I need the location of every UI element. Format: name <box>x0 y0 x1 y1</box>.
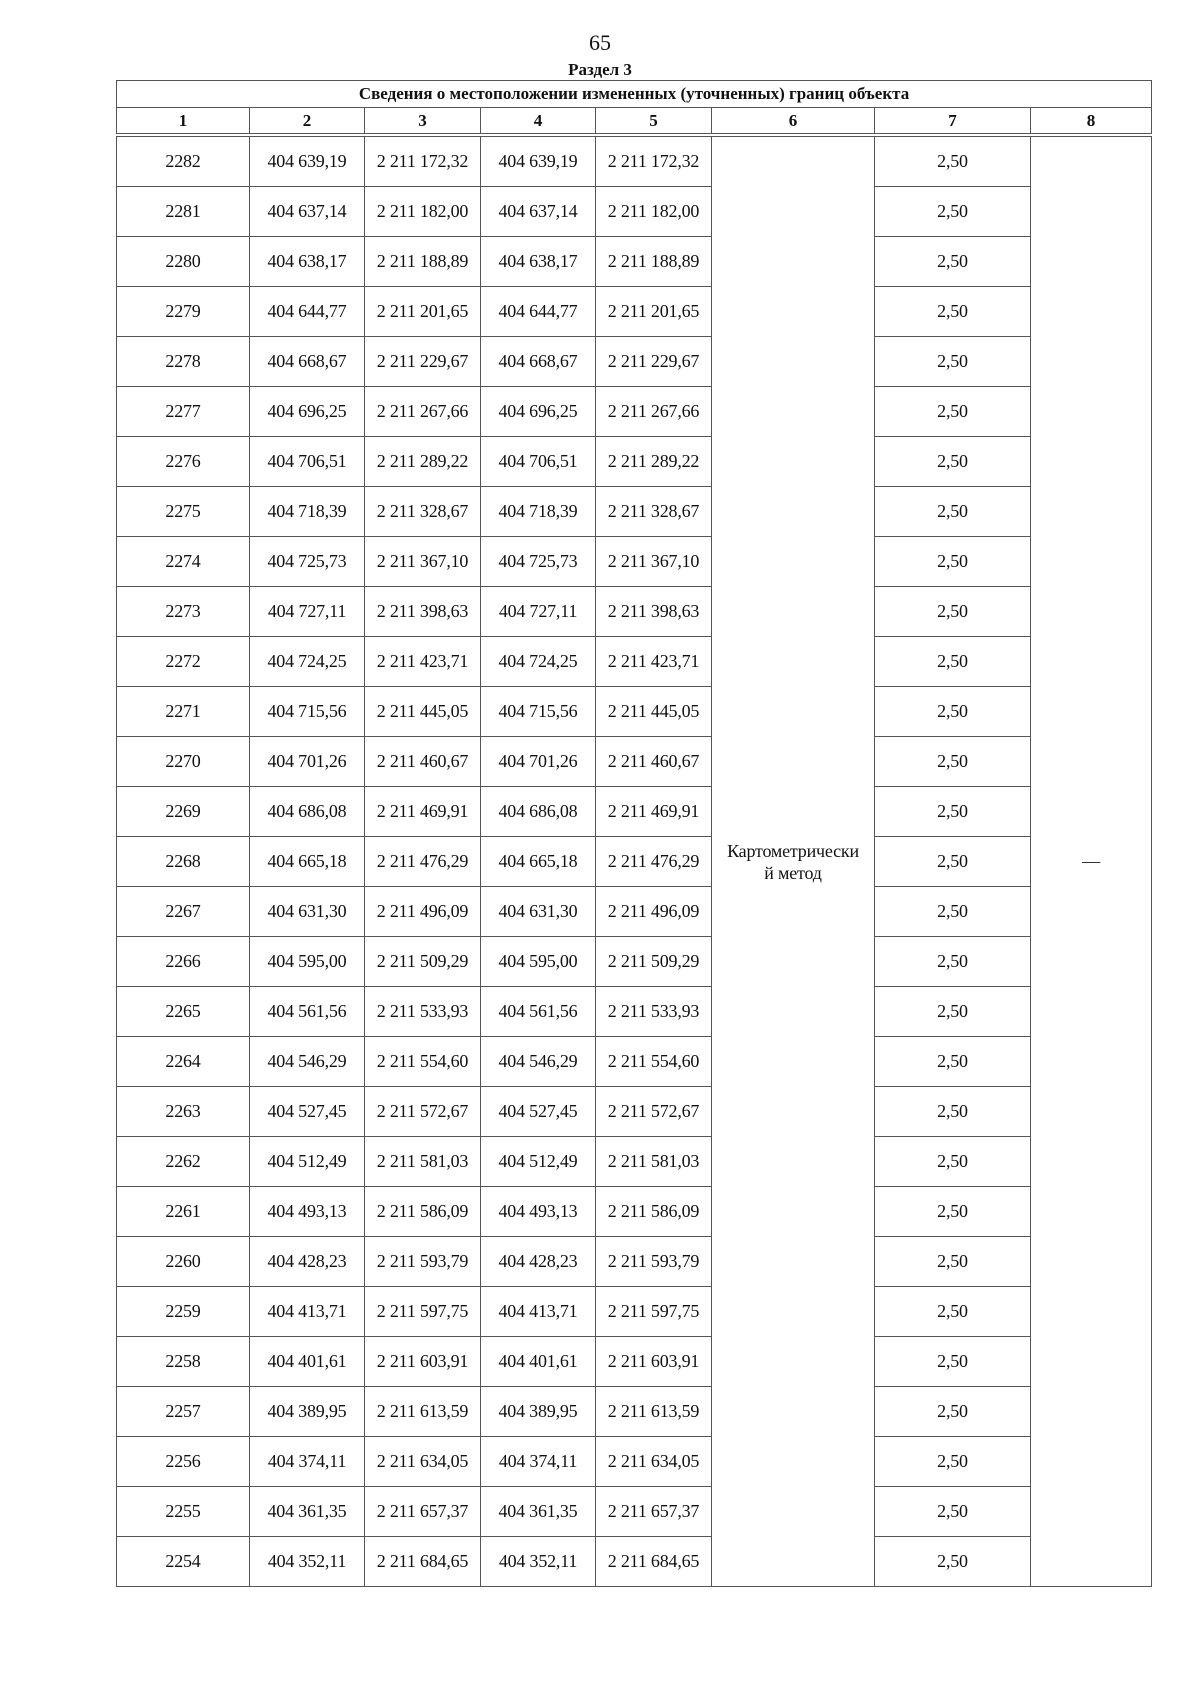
x-old-cell: 404 428,23 <box>250 1237 365 1287</box>
y-old-cell: 2 211 533,93 <box>365 987 481 1037</box>
point-number-cell: 2265 <box>117 987 250 1037</box>
y-new-cell: 2 211 613,59 <box>596 1387 712 1437</box>
y-old-cell: 2 211 603,91 <box>365 1337 481 1387</box>
y-old-cell: 2 211 172,32 <box>365 137 481 187</box>
x-new-cell: 404 665,18 <box>481 837 596 887</box>
y-new-cell: 2 211 554,60 <box>596 1037 712 1087</box>
x-new-cell: 404 374,11 <box>481 1437 596 1487</box>
x-new-cell: 404 718,39 <box>481 487 596 537</box>
y-old-cell: 2 211 509,29 <box>365 937 481 987</box>
column-number-1: 1 <box>117 108 250 134</box>
y-new-cell: 2 211 597,75 <box>596 1287 712 1337</box>
x-old-cell: 404 718,39 <box>250 487 365 537</box>
y-new-cell: 2 211 476,29 <box>596 837 712 887</box>
point-number-cell: 2263 <box>117 1087 250 1137</box>
x-new-cell: 404 724,25 <box>481 637 596 687</box>
table-row <box>117 487 1152 537</box>
y-new-cell: 2 211 328,67 <box>596 487 712 537</box>
point-number-cell: 2266 <box>117 937 250 987</box>
y-old-cell: 2 211 593,79 <box>365 1237 481 1287</box>
y-new-cell: 2 211 634,05 <box>596 1437 712 1487</box>
x-new-cell: 404 413,71 <box>481 1287 596 1337</box>
table-row <box>117 1137 1152 1187</box>
accuracy-cell: 2,50 <box>875 487 1031 537</box>
accuracy-cell: 2,50 <box>875 1087 1031 1137</box>
y-new-cell: 2 211 289,22 <box>596 437 712 487</box>
x-old-cell: 404 696,25 <box>250 387 365 437</box>
x-new-cell: 404 389,95 <box>481 1387 596 1437</box>
x-new-cell: 404 686,08 <box>481 787 596 837</box>
method-line-2: й метод <box>764 862 822 883</box>
y-new-cell: 2 211 201,65 <box>596 287 712 337</box>
y-old-cell: 2 211 496,09 <box>365 887 481 937</box>
section-title: Раздел 3 <box>568 60 632 79</box>
y-old-cell: 2 211 201,65 <box>365 287 481 337</box>
y-new-cell: 2 211 684,65 <box>596 1537 712 1587</box>
y-old-cell: 2 211 613,59 <box>365 1387 481 1437</box>
y-old-cell: 2 211 634,05 <box>365 1437 481 1487</box>
x-new-cell: 404 727,11 <box>481 587 596 637</box>
x-old-cell: 404 637,14 <box>250 187 365 237</box>
x-new-cell: 404 725,73 <box>481 537 596 587</box>
x-new-cell: 404 701,26 <box>481 737 596 787</box>
y-new-cell: 2 211 603,91 <box>596 1337 712 1387</box>
y-old-cell: 2 211 476,29 <box>365 837 481 887</box>
accuracy-cell: 2,50 <box>875 387 1031 437</box>
y-new-cell: 2 211 229,67 <box>596 337 712 387</box>
x-new-cell: 404 638,17 <box>481 237 596 287</box>
y-old-cell: 2 211 581,03 <box>365 1137 481 1187</box>
x-new-cell: 404 561,56 <box>481 987 596 1037</box>
accuracy-cell: 2,50 <box>875 1337 1031 1387</box>
point-number-cell: 2282 <box>117 137 250 187</box>
accuracy-cell: 2,50 <box>875 537 1031 587</box>
column-number-8: 8 <box>1031 108 1152 134</box>
column-number-6: 6 <box>712 108 875 134</box>
y-new-cell: 2 211 423,71 <box>596 637 712 687</box>
y-old-cell: 2 211 267,66 <box>365 387 481 437</box>
x-old-cell: 404 701,26 <box>250 737 365 787</box>
accuracy-cell: 2,50 <box>875 1037 1031 1087</box>
table-row <box>117 1437 1152 1487</box>
x-old-cell: 404 638,17 <box>250 237 365 287</box>
accuracy-cell: 2,50 <box>875 187 1031 237</box>
x-old-cell: 404 389,95 <box>250 1387 365 1437</box>
method-cell <box>712 137 875 1587</box>
table-body <box>117 81 1152 1587</box>
accuracy-cell: 2,50 <box>875 1287 1031 1337</box>
table-row <box>117 837 1152 887</box>
x-old-cell: 404 352,11 <box>250 1537 365 1587</box>
x-new-cell: 404 637,14 <box>481 187 596 237</box>
table-row <box>117 437 1152 487</box>
table-row <box>117 237 1152 287</box>
accuracy-cell: 2,50 <box>875 887 1031 937</box>
x-new-cell: 404 546,29 <box>481 1037 596 1087</box>
y-old-cell: 2 211 445,05 <box>365 687 481 737</box>
x-new-cell: 404 706,51 <box>481 437 596 487</box>
x-new-cell: 404 595,00 <box>481 937 596 987</box>
point-number-cell: 2258 <box>117 1337 250 1387</box>
point-number-cell: 2276 <box>117 437 250 487</box>
accuracy-cell: 2,50 <box>875 1387 1031 1437</box>
table-row <box>117 1487 1152 1537</box>
table-caption: Сведения о местоположении измененных (уточненных) границ объекта <box>117 81 1152 108</box>
y-new-cell: 2 211 469,91 <box>596 787 712 837</box>
accuracy-cell: 2,50 <box>875 1437 1031 1487</box>
table-row <box>117 1037 1152 1087</box>
accuracy-cell: 2,50 <box>875 1537 1031 1587</box>
point-number-cell: 2271 <box>117 687 250 737</box>
accuracy-cell: 2,50 <box>875 1237 1031 1287</box>
y-new-cell: 2 211 367,10 <box>596 537 712 587</box>
accuracy-cell: 2,50 <box>875 587 1031 637</box>
table-row <box>117 987 1152 1037</box>
y-new-cell: 2 211 188,89 <box>596 237 712 287</box>
y-old-cell: 2 211 597,75 <box>365 1287 481 1337</box>
point-number-cell: 2257 <box>117 1387 250 1437</box>
point-number-cell: 2278 <box>117 337 250 387</box>
table-row <box>117 587 1152 637</box>
table-caption-row <box>117 81 1152 108</box>
y-old-cell: 2 211 586,09 <box>365 1187 481 1237</box>
x-new-cell: 404 668,67 <box>481 337 596 387</box>
y-new-cell: 2 211 182,00 <box>596 187 712 237</box>
table-row <box>117 1537 1152 1587</box>
table-row <box>117 937 1152 987</box>
x-old-cell: 404 493,13 <box>250 1187 365 1237</box>
accuracy-cell: 2,50 <box>875 337 1031 387</box>
x-new-cell: 404 644,77 <box>481 287 596 337</box>
x-old-cell: 404 724,25 <box>250 637 365 687</box>
y-old-cell: 2 211 469,91 <box>365 787 481 837</box>
y-old-cell: 2 211 684,65 <box>365 1537 481 1587</box>
accuracy-cell: 2,50 <box>875 137 1031 187</box>
point-number-cell: 2280 <box>117 237 250 287</box>
column-number-3: 3 <box>365 108 481 134</box>
x-old-cell: 404 546,29 <box>250 1037 365 1087</box>
x-new-cell: 404 631,30 <box>481 887 596 937</box>
y-old-cell: 2 211 423,71 <box>365 637 481 687</box>
y-new-cell: 2 211 581,03 <box>596 1137 712 1187</box>
x-new-cell: 404 401,61 <box>481 1337 596 1387</box>
y-old-cell: 2 211 572,67 <box>365 1087 481 1137</box>
col8-cell: — <box>1031 137 1152 1587</box>
y-old-cell: 2 211 328,67 <box>365 487 481 537</box>
point-number-cell: 2260 <box>117 1237 250 1287</box>
y-new-cell: 2 211 657,37 <box>596 1487 712 1537</box>
point-number-cell: 2273 <box>117 587 250 637</box>
y-old-cell: 2 211 229,67 <box>365 337 481 387</box>
x-old-cell: 404 706,51 <box>250 437 365 487</box>
coordinates-table <box>116 80 1152 1587</box>
y-new-cell: 2 211 586,09 <box>596 1187 712 1237</box>
accuracy-cell: 2,50 <box>875 837 1031 887</box>
x-old-cell: 404 401,61 <box>250 1337 365 1387</box>
point-number-cell: 2264 <box>117 1037 250 1087</box>
table-row <box>117 337 1152 387</box>
x-old-cell: 404 631,30 <box>250 887 365 937</box>
point-number-cell: 2256 <box>117 1437 250 1487</box>
table-row <box>117 187 1152 237</box>
x-old-cell: 404 512,49 <box>250 1137 365 1187</box>
table-row <box>117 887 1152 937</box>
table-row <box>117 137 1152 187</box>
accuracy-cell: 2,50 <box>875 1487 1031 1537</box>
point-number-cell: 2281 <box>117 187 250 237</box>
accuracy-cell: 2,50 <box>875 287 1031 337</box>
y-new-cell: 2 211 509,29 <box>596 937 712 987</box>
accuracy-cell: 2,50 <box>875 987 1031 1037</box>
accuracy-cell: 2,50 <box>875 437 1031 487</box>
x-new-cell: 404 527,45 <box>481 1087 596 1137</box>
x-old-cell: 404 727,11 <box>250 587 365 637</box>
point-number-cell: 2275 <box>117 487 250 537</box>
accuracy-cell: 2,50 <box>875 237 1031 287</box>
column-number-4: 4 <box>481 108 596 134</box>
point-number-cell: 2270 <box>117 737 250 787</box>
x-old-cell: 404 413,71 <box>250 1287 365 1337</box>
accuracy-cell: 2,50 <box>875 1187 1031 1237</box>
x-new-cell: 404 493,13 <box>481 1187 596 1237</box>
x-old-cell: 404 639,19 <box>250 137 365 187</box>
point-number-cell: 2259 <box>117 1287 250 1337</box>
point-number-cell: 2261 <box>117 1187 250 1237</box>
accuracy-cell: 2,50 <box>875 787 1031 837</box>
x-old-cell: 404 527,45 <box>250 1087 365 1137</box>
y-new-cell: 2 211 496,09 <box>596 887 712 937</box>
x-old-cell: 404 561,56 <box>250 987 365 1037</box>
point-number-cell: 2279 <box>117 287 250 337</box>
y-old-cell: 2 211 188,89 <box>365 237 481 287</box>
table-row <box>117 1187 1152 1237</box>
accuracy-cell: 2,50 <box>875 1137 1031 1187</box>
x-old-cell: 404 361,35 <box>250 1487 365 1537</box>
page-number: 65 <box>589 30 611 55</box>
y-old-cell: 2 211 398,63 <box>365 587 481 637</box>
table-row <box>117 387 1152 437</box>
table-row <box>117 1387 1152 1437</box>
point-number-cell: 2277 <box>117 387 250 437</box>
point-number-cell: 2262 <box>117 1137 250 1187</box>
x-old-cell: 404 665,18 <box>250 837 365 887</box>
point-number-cell: 2254 <box>117 1537 250 1587</box>
point-number-cell: 2268 <box>117 837 250 887</box>
y-old-cell: 2 211 367,10 <box>365 537 481 587</box>
y-old-cell: 2 211 182,00 <box>365 187 481 237</box>
x-old-cell: 404 715,56 <box>250 687 365 737</box>
x-old-cell: 404 374,11 <box>250 1437 365 1487</box>
y-new-cell: 2 211 593,79 <box>596 1237 712 1287</box>
point-number-cell: 2272 <box>117 637 250 687</box>
x-old-cell: 404 595,00 <box>250 937 365 987</box>
point-number-cell: 2267 <box>117 887 250 937</box>
x-old-cell: 404 686,08 <box>250 787 365 837</box>
table-row <box>117 637 1152 687</box>
x-old-cell: 404 668,67 <box>250 337 365 387</box>
y-new-cell: 2 211 445,05 <box>596 687 712 737</box>
column-number-5: 5 <box>596 108 712 134</box>
y-new-cell: 2 211 572,67 <box>596 1087 712 1137</box>
accuracy-cell: 2,50 <box>875 637 1031 687</box>
x-new-cell: 404 428,23 <box>481 1237 596 1287</box>
column-number-2: 2 <box>250 108 365 134</box>
point-number-cell: 2269 <box>117 787 250 837</box>
y-new-cell: 2 211 533,93 <box>596 987 712 1037</box>
y-old-cell: 2 211 460,67 <box>365 737 481 787</box>
x-new-cell: 404 512,49 <box>481 1137 596 1187</box>
column-number-row <box>117 108 1152 134</box>
y-new-cell: 2 211 267,66 <box>596 387 712 437</box>
accuracy-cell: 2,50 <box>875 737 1031 787</box>
x-new-cell: 404 639,19 <box>481 137 596 187</box>
point-number-cell: 2255 <box>117 1487 250 1537</box>
table-row <box>117 687 1152 737</box>
point-number-cell: 2274 <box>117 537 250 587</box>
table-row <box>117 287 1152 337</box>
y-old-cell: 2 211 289,22 <box>365 437 481 487</box>
x-new-cell: 404 715,56 <box>481 687 596 737</box>
column-number-7: 7 <box>875 108 1031 134</box>
y-new-cell: 2 211 460,67 <box>596 737 712 787</box>
y-old-cell: 2 211 657,37 <box>365 1487 481 1537</box>
table-row <box>117 1287 1152 1337</box>
y-new-cell: 2 211 398,63 <box>596 587 712 637</box>
table-row <box>117 1237 1152 1287</box>
x-new-cell: 404 352,11 <box>481 1537 596 1587</box>
x-old-cell: 404 644,77 <box>250 287 365 337</box>
accuracy-cell: 2,50 <box>875 937 1031 987</box>
table-row <box>117 787 1152 837</box>
table-row <box>117 1337 1152 1387</box>
table-row <box>117 537 1152 587</box>
method-line-1: Картометрически <box>727 840 859 861</box>
y-old-cell: 2 211 554,60 <box>365 1037 481 1087</box>
x-new-cell: 404 696,25 <box>481 387 596 437</box>
y-new-cell: 2 211 172,32 <box>596 137 712 187</box>
table-row <box>117 1087 1152 1137</box>
accuracy-cell: 2,50 <box>875 687 1031 737</box>
x-old-cell: 404 725,73 <box>250 537 365 587</box>
x-new-cell: 404 361,35 <box>481 1487 596 1537</box>
table-row <box>117 737 1152 787</box>
